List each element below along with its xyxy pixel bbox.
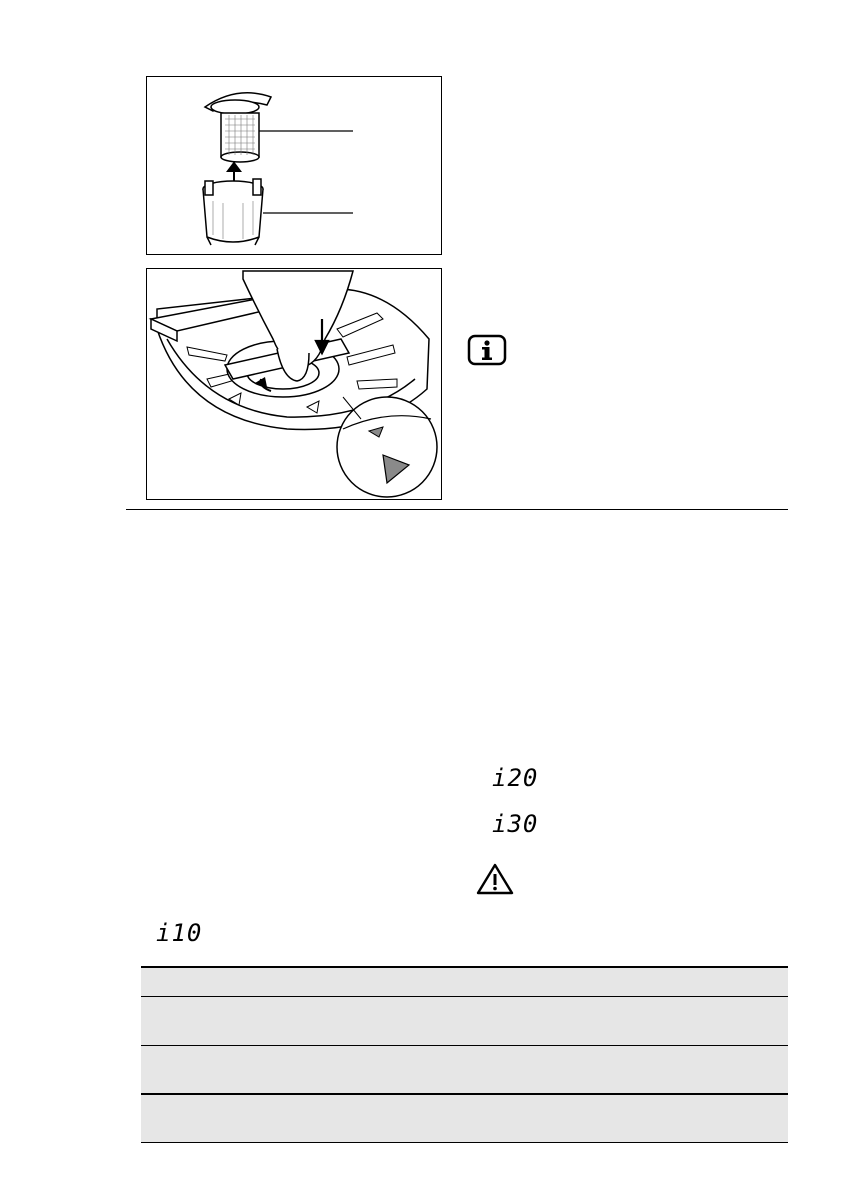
warning-triangle-icon: [476, 862, 514, 901]
table-row: [141, 997, 788, 1045]
table-row: [141, 1095, 788, 1142]
display-code-10: i10: [156, 919, 203, 947]
info-icon: [467, 334, 507, 371]
filter-assembly-illustration: [147, 77, 441, 254]
display-code-30: i30: [492, 810, 539, 838]
table-bottom-rule: [141, 1142, 788, 1143]
filter-insertion-illustration: [147, 269, 441, 499]
display-code-20: i20: [492, 764, 539, 792]
table-row: [141, 1046, 788, 1093]
filter-parts-figure: [146, 76, 442, 255]
section-divider: [126, 509, 788, 510]
filter-install-figure: [146, 268, 442, 500]
table-header-row: [141, 968, 788, 996]
